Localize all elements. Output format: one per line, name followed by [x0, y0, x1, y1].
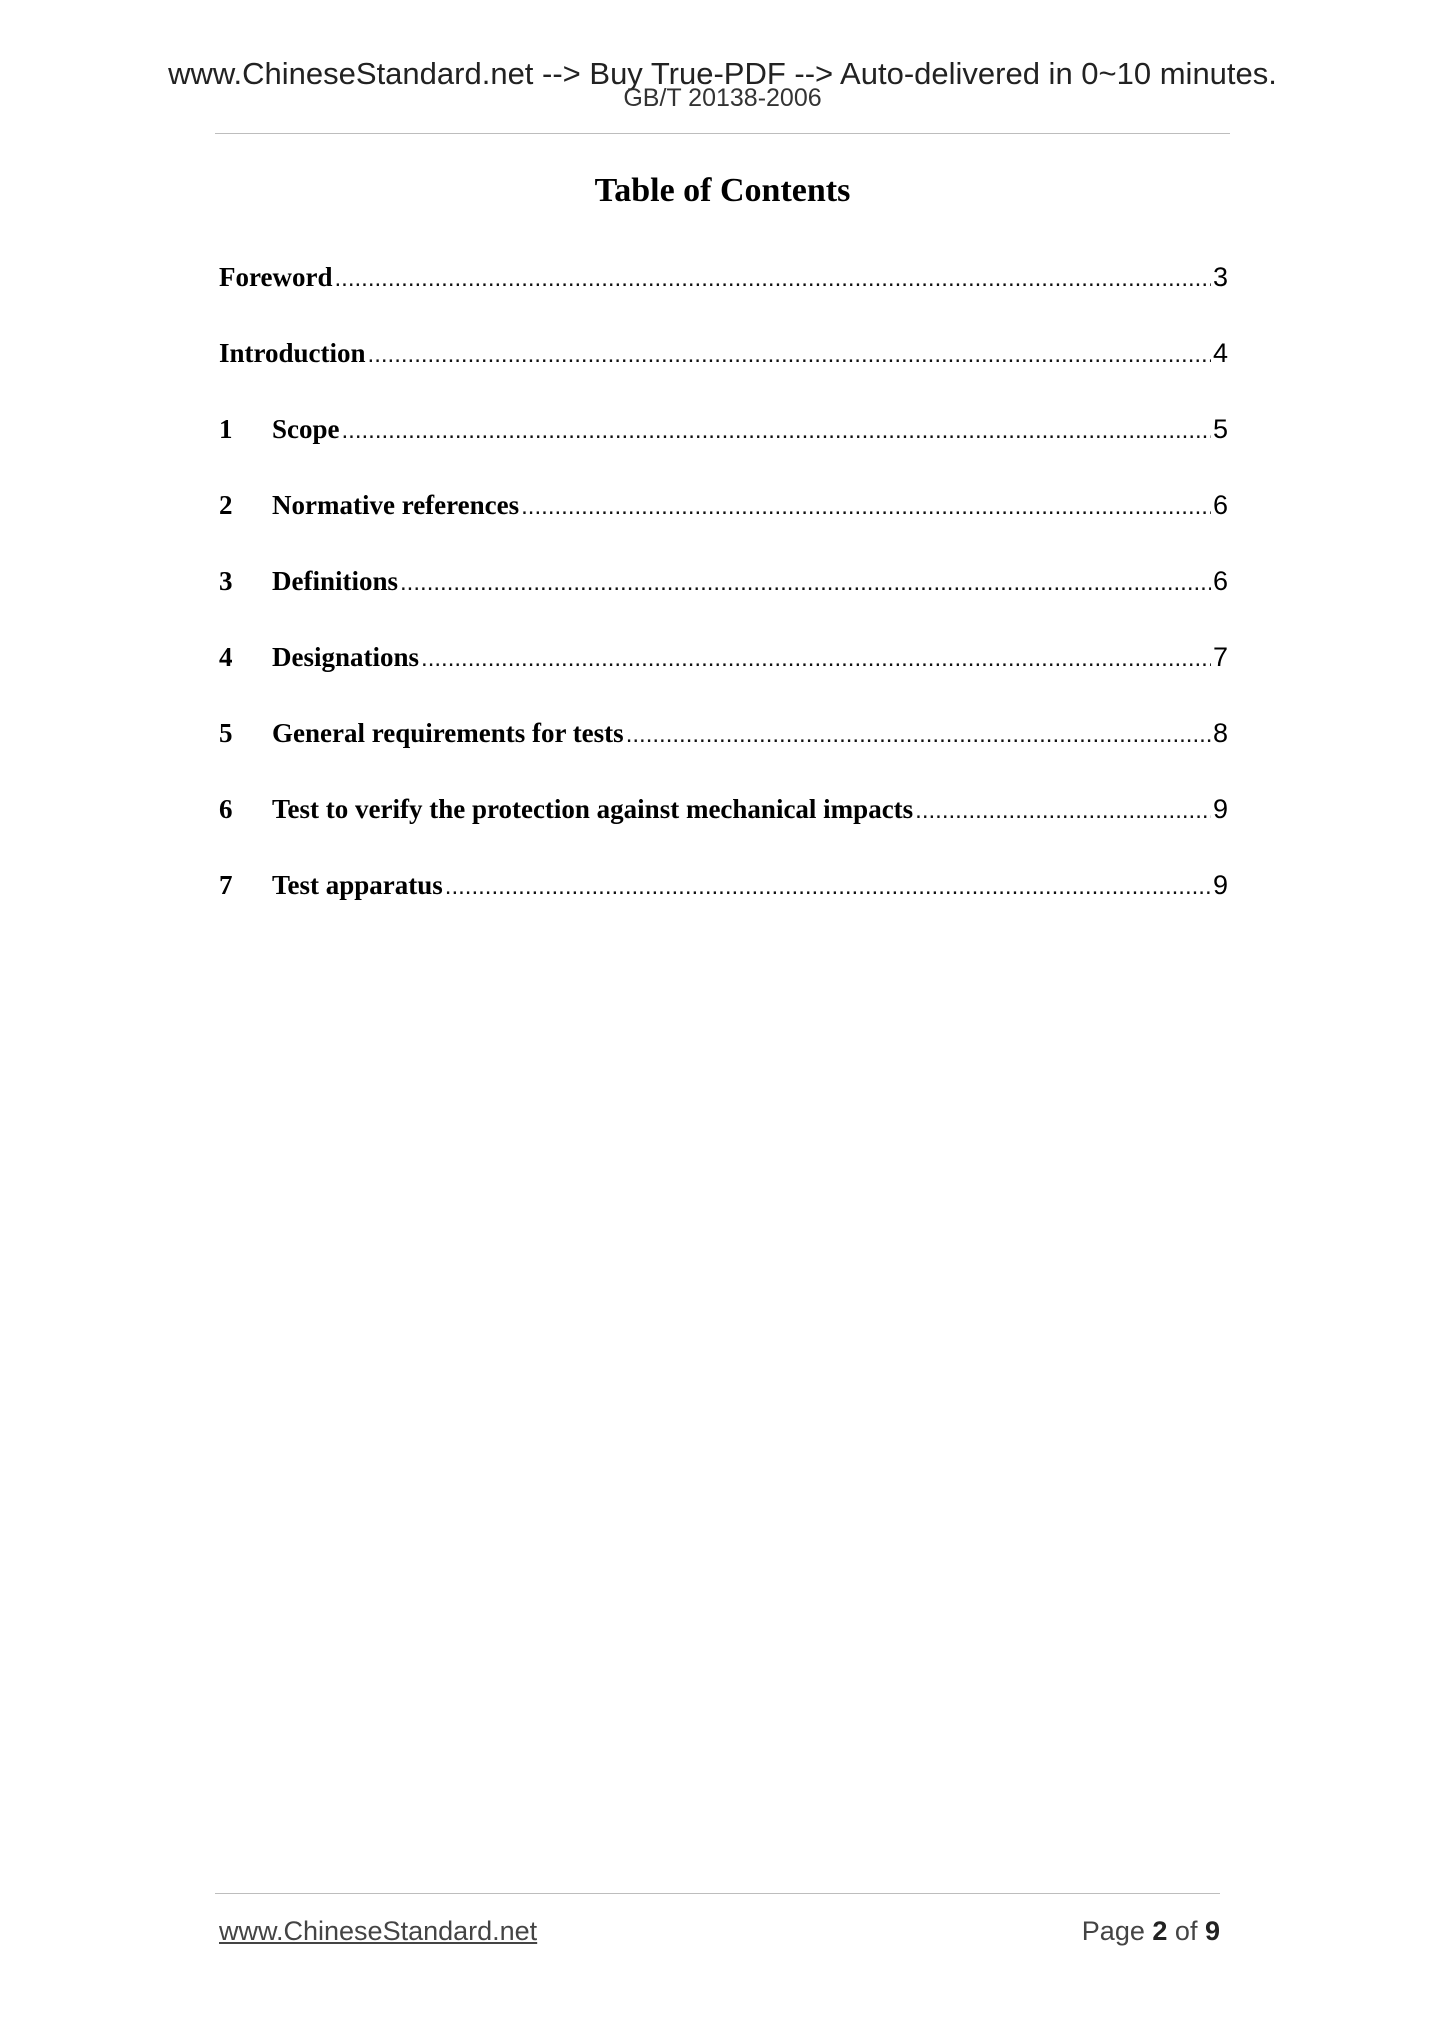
- toc-entry-test-apparatus[interactable]: [219, 870, 1228, 946]
- toc-entry-number: 2: [219, 490, 233, 520]
- toc-entry-introduction[interactable]: [219, 338, 1228, 414]
- toc-entry-normative-references[interactable]: [219, 490, 1228, 566]
- toc-dot-leader: [445, 873, 1211, 901]
- toc-entry-label: Foreword: [219, 262, 333, 292]
- toc-entry-number: 4: [219, 642, 233, 672]
- toc-dot-leader: [400, 569, 1211, 597]
- toc-entry-page: 3: [1212, 262, 1228, 292]
- toc-entry-number: 6: [219, 794, 233, 824]
- toc-entry-label: Introduction: [219, 338, 366, 368]
- current-page-number: 2: [1152, 1916, 1168, 1946]
- footer-divider: [215, 1893, 1220, 1894]
- toc-dot-leader: [334, 265, 1210, 293]
- toc-entry-page: 9: [1212, 870, 1228, 900]
- toc-dot-leader: [915, 797, 1211, 825]
- toc-entry-foreword[interactable]: [219, 262, 1228, 338]
- toc-entry-page: 7: [1212, 642, 1228, 672]
- toc-entry-label: Scope: [272, 414, 340, 444]
- toc-entry-page: 9: [1212, 794, 1228, 824]
- toc-dot-leader: [342, 417, 1211, 445]
- toc-entry-mechanical-impacts-test[interactable]: [219, 794, 1228, 870]
- top-banner: www.ChineseStandard.net --> Buy True-PDF --> Auto-delivered in 0~10 minutes.: [168, 56, 1277, 91]
- toc-entry-definitions[interactable]: [219, 566, 1228, 642]
- footer-site-link[interactable]: www.ChineseStandard.net: [219, 1916, 538, 1946]
- toc-entry-label: Normative references: [272, 490, 520, 520]
- toc-dot-leader: [521, 493, 1211, 521]
- toc-entry-page: 4: [1212, 338, 1228, 368]
- toc-entry-label: Definitions: [272, 566, 399, 596]
- toc-title: Table of Contents: [594, 172, 851, 209]
- page-indicator: [1082, 1916, 1220, 1947]
- toc-entry-page: 6: [1212, 566, 1228, 596]
- toc-entry-number: 5: [219, 718, 233, 748]
- header-divider: [215, 133, 1230, 134]
- toc-entry-scope[interactable]: [219, 414, 1228, 490]
- toc-entry-number: 7: [219, 870, 233, 900]
- total-pages-number: 9: [1204, 1916, 1220, 1946]
- standard-code: GB/T 20138-2006: [623, 84, 822, 112]
- toc-entry-number: 3: [219, 566, 233, 596]
- toc-entry-label: Test to verify the protection against mechanical impacts: [272, 794, 914, 824]
- toc-entry-number: 1: [219, 414, 233, 444]
- page-prefix: Page: [1081, 1916, 1145, 1946]
- toc-dot-leader: [421, 645, 1211, 673]
- toc-entry-designations[interactable]: [219, 642, 1228, 718]
- toc-entry-page: 8: [1212, 718, 1228, 748]
- toc-entry-general-requirements[interactable]: [219, 718, 1228, 794]
- page-of: of: [1174, 1916, 1198, 1946]
- toc-entry-label: General requirements for tests: [272, 718, 624, 748]
- toc-dot-leader: [626, 721, 1211, 749]
- toc-entry-label: Designations: [272, 642, 420, 672]
- toc-entry-page: 5: [1212, 414, 1228, 444]
- table-of-contents: [219, 262, 1228, 946]
- toc-entry-label: Test apparatus: [272, 870, 443, 900]
- toc-dot-leader: [368, 341, 1211, 369]
- toc-entry-page: 6: [1212, 490, 1228, 520]
